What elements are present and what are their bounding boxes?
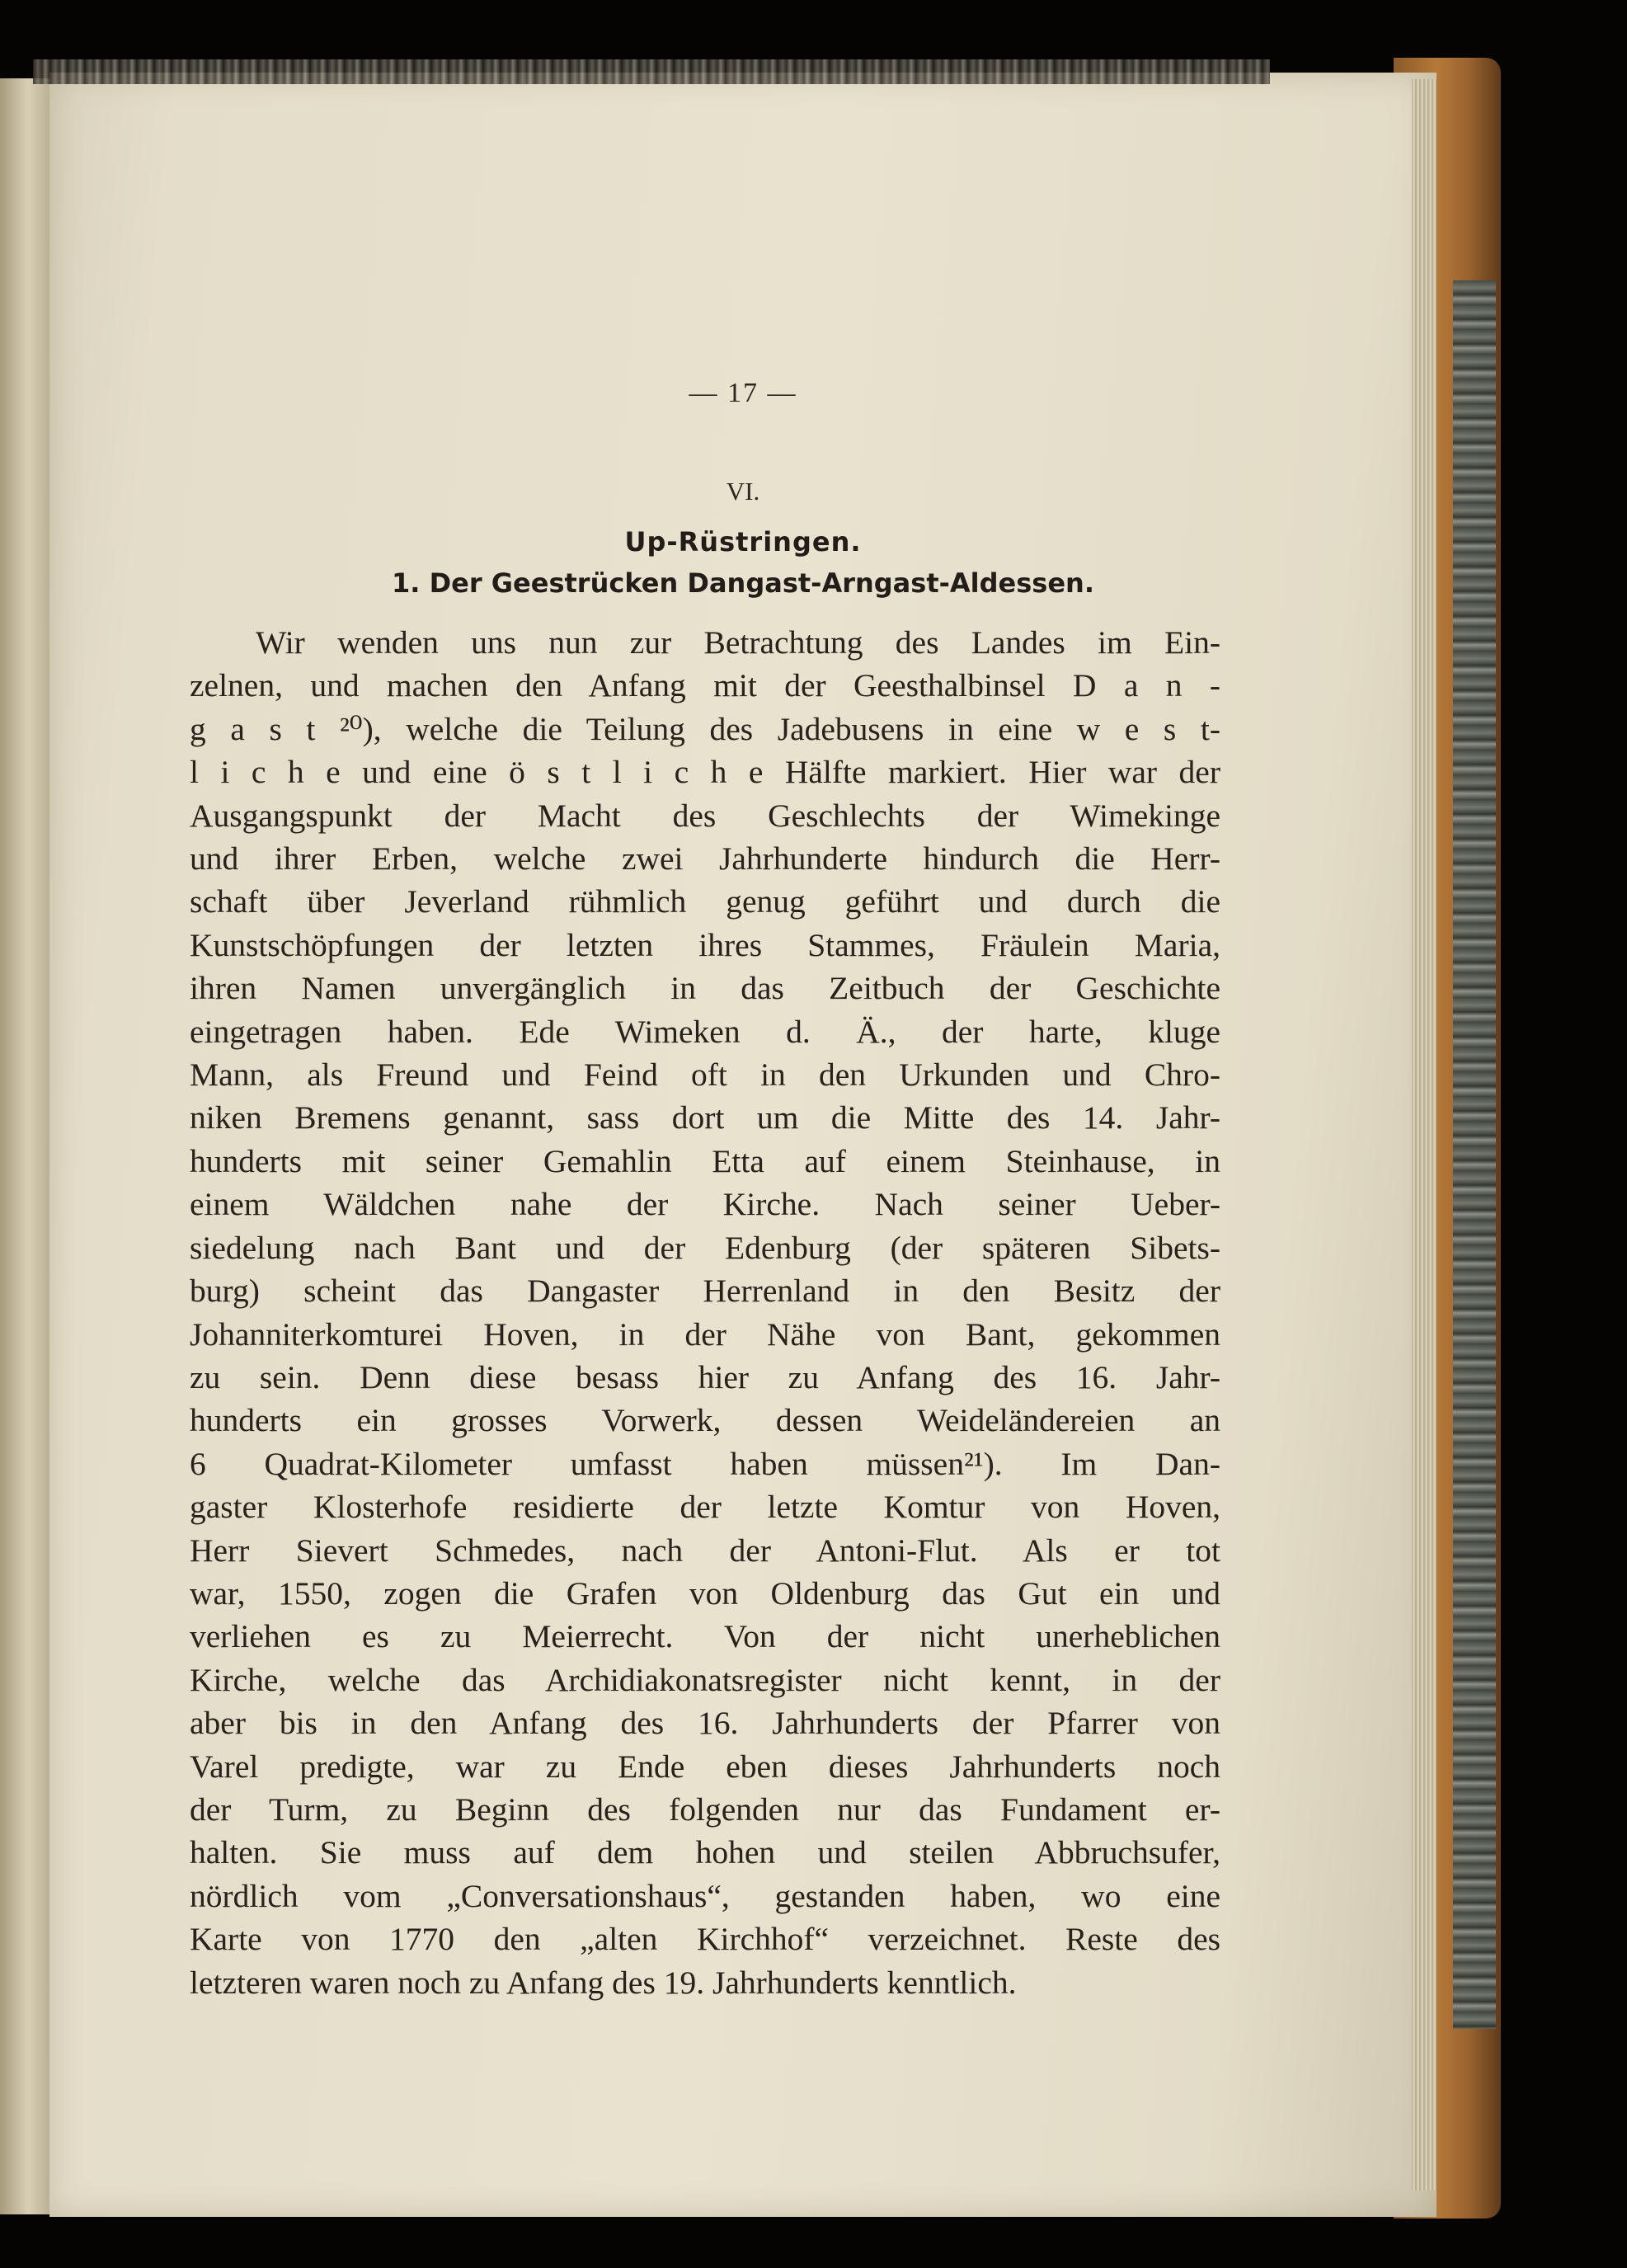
text-line: 6 Quadrat-Kilometer umfasst haben müssen²¹). Im Dan- [190, 1445, 1220, 1482]
body-paragraph [190, 621, 1220, 2004]
left-page-edge [0, 78, 54, 2214]
text-line: letzteren waren noch zu Anfang des 19. Jahrhunderts kenntlich. [190, 1964, 1017, 2001]
text-line: hunderts mit seiner Gemahlin Etta auf einem Steinhause, in [190, 1142, 1220, 1179]
text-line: Wir wenden uns nun zur Betrachtung des Landes im Ein- [256, 624, 1220, 661]
text-line: nördlich vom „Conversationshaus“, gestanden haben, wo eine [190, 1877, 1220, 1914]
text-line: zelnen, und machen den Anfang mit der Geesthalbinsel D a n - [190, 667, 1220, 704]
chapter-title: Up-Rüstringen. [624, 526, 862, 558]
text-line: ihren Namen unvergänglich in das Zeitbuch der Geschichte [190, 970, 1220, 1007]
text-line: und ihrer Erben, welche zwei Jahrhunderte hindurch die Herr- [190, 840, 1220, 878]
text-line: niken Bremens genannt, sass dort um die Mitte des 14. Jahr- [190, 1099, 1220, 1136]
top-binding-strip [33, 59, 1270, 84]
text-line: aber bis in den Anfang des 16. Jahrhunderts der Pfarrer von [190, 1705, 1220, 1742]
text-line: Kirche, welche das Archidiakonatsregister nicht kennt, in der [190, 1661, 1220, 1698]
text-line: burg) scheint das Dangaster Herrenland in den Besitz der [190, 1273, 1220, 1310]
text-line: Mann, als Freund und Feind oft in den Urkunden und Chro- [190, 1056, 1220, 1094]
text-line: Varel predigte, war zu Ende eben dieses Jahrhunderts noch [190, 1748, 1220, 1785]
page-stack-edge [1412, 79, 1437, 2190]
text-line: hunderts ein grosses Vorwerk, dessen Weideländereien an [190, 1402, 1220, 1439]
text-line: Johanniterkomturei Hoven, in der Nähe von Bant, gekommen [190, 1315, 1220, 1353]
text-line: eingetragen haben. Ede Wimeken d. Ä., der harte, kluge [190, 1013, 1220, 1050]
text-line: gaster Klosterhofe residierte der letzte Komtur von Hoven, [190, 1489, 1220, 1526]
text-line: siedelung nach Bant und der Edenburg (der späteren Sibets- [190, 1229, 1220, 1266]
text-line: Herr Sievert Schmedes, nach der Antoni-Flut. Als er tot [190, 1532, 1220, 1569]
text-line: Kunstschöpfungen der letzten ihres Stammes, Fräulein Maria, [190, 926, 1220, 963]
section-number: VI. [726, 477, 760, 506]
text-line: halten. Sie muss auf dem hohen und steilen Abbruchsufer, [190, 1834, 1220, 1871]
book-page [49, 73, 1437, 2217]
marbled-cover-strip [1453, 280, 1496, 2029]
text-line: zu sein. Denn diese besass hier zu Anfang des 16. Jahr- [190, 1358, 1220, 1395]
text-line: der Turm, zu Beginn des folgenden nur das Fundament er- [190, 1790, 1220, 1828]
text-line: einem Wäldchen nahe der Kirche. Nach seiner Ueber- [190, 1186, 1220, 1223]
text-line: schaft über Jeverland rühmlich genug geführt und durch die [190, 883, 1220, 920]
text-line: Karte von 1770 den „alten Kirchhof“ verzeichnet. Reste des [190, 1921, 1220, 1958]
text-line: Ausgangspunkt der Macht des Geschlechts der Wimekinge [190, 797, 1220, 834]
text-line: verliehen es zu Meierrecht. Von der nicht unerheblichen [190, 1618, 1220, 1655]
page-number: — 17 — [689, 378, 797, 408]
text-line: war, 1550, zogen die Grafen von Oldenburg das Gut ein und [190, 1574, 1220, 1612]
section-heading: 1. Der Geestrücken Dangast-Arngast-Aldessen. [392, 567, 1094, 599]
text-line: g a s t ²⁰), welche die Teilung des Jadebusens in eine w e s t- [190, 710, 1220, 747]
text-line: l i c h e und eine ö s t l i c h e Hälfte markiert. Hier war der [190, 754, 1220, 791]
